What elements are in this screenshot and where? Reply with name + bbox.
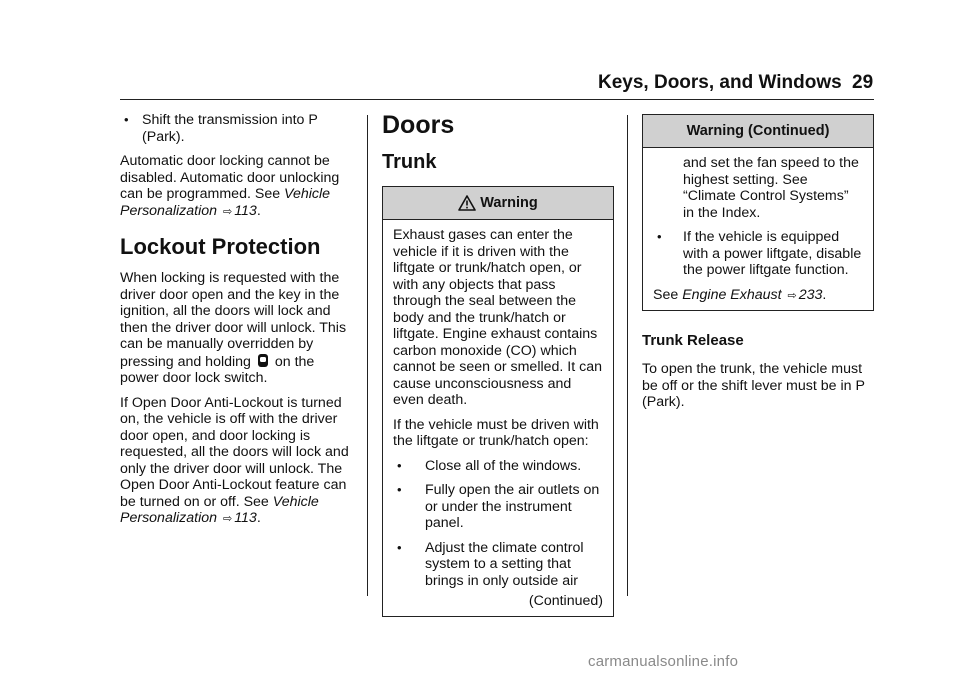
list-item: • Adjust the climate control system to a setting that brings in only outside air (393, 540, 603, 590)
list-item: • If the vehicle is equipped with a power liftgate, disable the power liftgate function. (653, 229, 863, 279)
lockout-heading: Lockout Protection (120, 234, 321, 259)
column-2 (382, 110, 614, 617)
anti-lockout-paragraph: If Open Door Anti-Lockout is turned on, the vehicle is off with the driver door open, and door locking is requested, all the doors will lock and only the driver door will unlock. The Open Door Anti-Lockout feature can be turned on or off. See Vehicle Personalization ⇨ 113. (120, 394, 349, 526)
see-label: See (653, 286, 683, 303)
paragraph-text: Automatic door locking cannot be disabled. Automatic door unlocking can be programmed. See (120, 153, 340, 202)
see-reference: See Engine Exhaust ⇨ 233. (653, 286, 827, 303)
paragraph-text: When locking is requested with the driver door open and the key in the ignition, all the doors will lock and then the driver door will unlock. This can be manually overridden by pressing and holding (120, 270, 347, 370)
lock-key-icon (257, 353, 269, 368)
warning-header (383, 187, 613, 220)
continued-label: (Continued) (528, 593, 603, 609)
cross-reference-link[interactable]: Engine Exhaust (682, 286, 782, 303)
trunk-heading: Trunk (382, 151, 437, 173)
watermark: carmanualsonline.info (588, 653, 739, 670)
list-item: • Shift the transmission into P (Park). (120, 112, 356, 145)
warning-box (382, 186, 614, 617)
list-item: • Close all of the windows. (393, 458, 603, 475)
column-divider-1 (367, 115, 368, 596)
page-arrow-icon: ⇨ (787, 289, 797, 302)
warning-continued-box (642, 114, 874, 311)
column-divider-2 (627, 115, 628, 596)
warning-title: Warning (480, 194, 538, 211)
warning-text: Exhaust gases can enter the vehicle if it is driven with the liftgate or trunk/hatch open, or with any objects that pass through the seal between the body and the trunk/hatch or liftgate. Engine exhaust contains carbon monoxide (CO) which cannot be seen or smelled. It can cause unconsciousness and even death. (393, 227, 602, 408)
auto-lock-paragraph: Automatic door locking cannot be disabled. Automatic door unlocking can be programmed. See Vehicle Personalization ⇨ 113. (120, 153, 340, 219)
warning-triangle-icon (458, 195, 476, 211)
cross-reference-link[interactable]: Vehicle Personalization (120, 186, 331, 219)
page-arrow-icon: ⇨ (222, 513, 233, 525)
warning-continued-body (643, 148, 873, 310)
trunk-release-heading: Trunk Release (642, 332, 744, 349)
column-3 (642, 114, 874, 419)
warning-continued-header: Warning (Continued) (643, 115, 873, 148)
paragraph-text: If Open Door Anti-Lockout is turned on, the vehicle is off with the driver door open, and door locking is requested, all the doors will lock and only the driver door will unlock. The Open Door Anti-Lockout feature can be turned on or off. See (120, 394, 349, 510)
column-1 (120, 112, 356, 536)
cross-reference-link[interactable]: Vehicle Personalization (120, 493, 319, 526)
warning-text: If the vehicle must be driven with the liftgate or trunk/hatch open: (393, 416, 599, 449)
trunk-release-paragraph: To open the trunk, the vehicle must be off or the shift lever must be in P (Park). (642, 361, 865, 410)
cross-reference-page[interactable]: 113 (234, 510, 257, 526)
list-item: • Fully open the air outlets on or under the instrument panel. (393, 482, 603, 532)
lockout-paragraph (120, 270, 356, 387)
page-number: 29 (852, 72, 874, 93)
doors-heading: Doors (382, 111, 455, 139)
header-rule (120, 99, 874, 100)
running-header-title: Keys, Doors, and Windows (598, 72, 842, 93)
warning-body (383, 220, 613, 616)
warning-text: and set the fan speed to the highest setting. See “Climate Control Systems” in the Index. (683, 155, 859, 221)
cross-reference-page[interactable]: 113 (234, 202, 257, 219)
paragraph-text: on the power door lock switch. (120, 353, 315, 386)
page-arrow-icon: ⇨ (222, 205, 233, 218)
cross-reference-page[interactable]: 233 (798, 286, 823, 303)
